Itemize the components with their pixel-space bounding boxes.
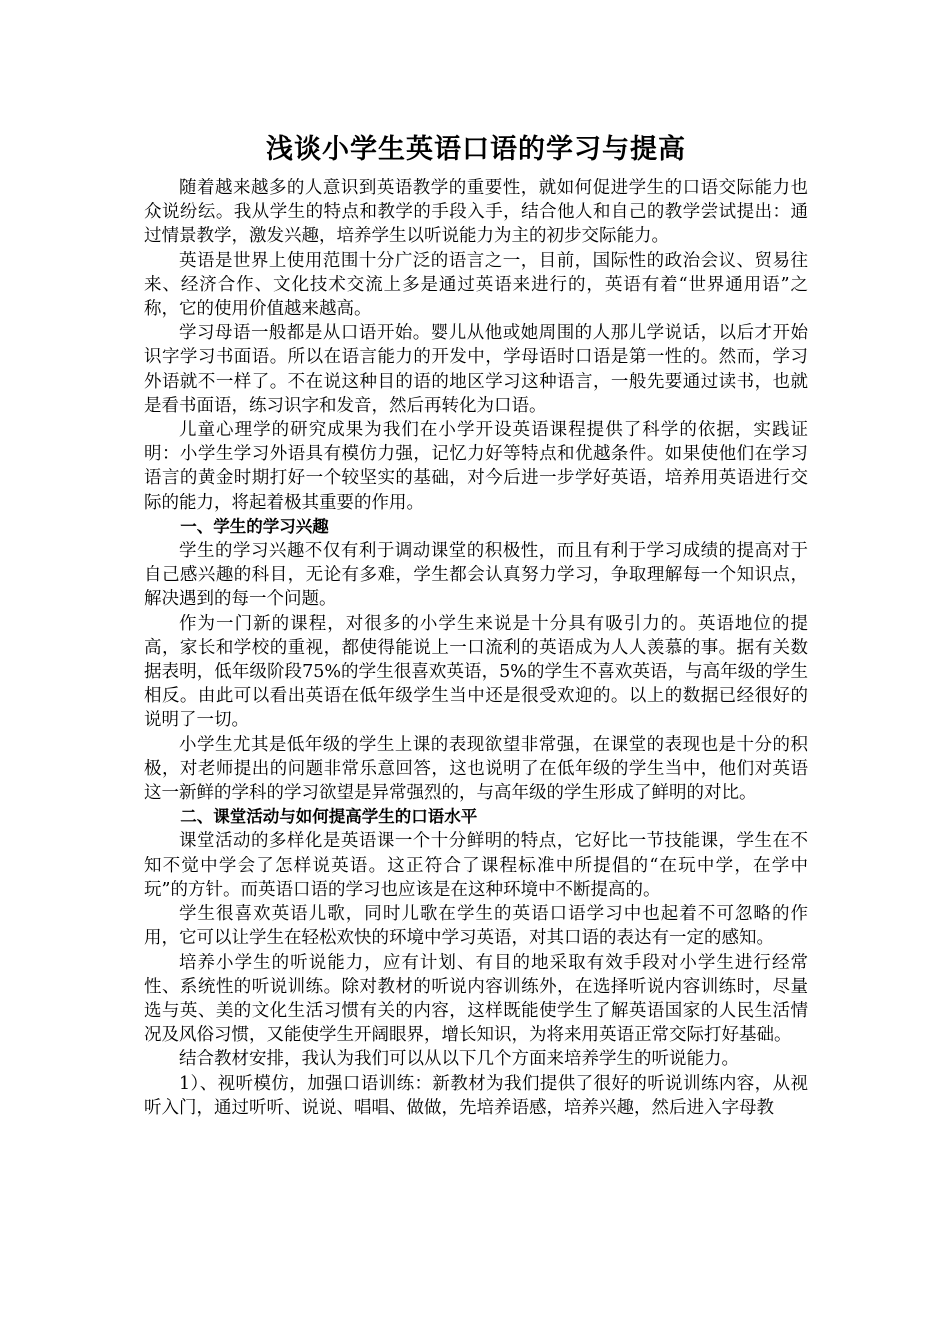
paragraph: 儿童心理学的研究成果为我们在小学开设英语课程提供了科学的依据，实践证明：小学生学习外语具有模仿力强，记忆力好等特点和优越条件。如果使他们在学习语言的黄金时期打好一个较坚实的基础，对今后进一步学好英语，培养用英语进行交际的能力，将起着极其重要的作用。 — [144, 420, 808, 513]
paragraph: 课堂活动的多样化是英语课一个十分鲜明的特点，它好比一节技能课，学生在不知不觉中学会了怎样说英语。这正符合了课程标准中所提倡的“在玩中学，在学中玩”的方针。而英语口语的学习也应该是在这种环境中不断提高的。 — [144, 831, 808, 900]
section-heading: 二、课堂活动与如何提高学生的口语水平 — [180, 807, 478, 827]
document-page — [144, 128, 808, 1120]
paragraph: 小学生尤其是低年级的学生上课的表现欲望非常强，在课堂的表现也是十分的积极，对老师提出的问题非常乐意回答，这也说明了在低年级的学生当中，他们对英语这一新鲜的学科的学习欲望是异常强烈的，与高年级的学生形成了鲜明的对比。 — [144, 734, 808, 804]
paragraph: 结合教材安排，我认为我们可以从以下几个方面来培养学生的听说能力。 — [179, 1049, 739, 1070]
section-heading: 一、学生的学习兴趣 — [180, 516, 329, 536]
paragraph: 1）、视听模仿，加强口语训练：新教材为我们提供了很好的听说训练内容，从视听入门，通过听听、说说、唱唱、做做，先培养语感，培养兴趣，然后进入字母教 — [144, 1073, 808, 1118]
paragraph: 学生很喜欢英语儿歌，同时儿歌在学生的英语口语学习中也起着不可忽略的作用，它可以让学生在轻松欢快的环境中学习英语，对其口语的表达有一定的感知。 — [144, 904, 808, 949]
paragraph: 学生的学习兴趣不仅有利于调动课堂的积极性，而且有利于学习成绩的提高对于自己感兴趣的科目，无论有多难，学生都会认真努力学习，争取理解每一个知识点，解决遇到的每一个问题。 — [144, 541, 808, 610]
paragraph: 英语是世界上使用范围十分广泛的语言之一，目前，国际性的政治会议、贸易往来、经济合作、文化技术交流上多是通过英语来进行的，英语有着“世界通用语”之称，它的使用价值越来越高。 — [144, 250, 808, 320]
document-title: 浅谈小学生英语口语的学习与提高 — [266, 134, 686, 165]
paragraph: 学习母语一般都是从口语开始。婴儿从他或她周围的人那儿学说话，以后才开始识字学习书面语。所以在语言能力的开发中，学母语时口语是第一性的。然而，学习外语就不一样了。不在说这种目的语的地区学习这种语言，一般先要通过读书，也就是看书面语，练习识字和发音，然后再转化为口语。 — [144, 323, 808, 416]
paragraph: 随着越来越多的人意识到英语教学的重要性，就如何促进学生的口语交际能力也众说纷纭。我从学生的特点和教学的手段入手，结合他人和自己的教学尝试提出：通过情景教学，激发兴趣，培养学生以听说能力为主的初步交际能力。 — [144, 178, 808, 247]
paragraph: 培养小学生的听说能力，应有计划、有目的地采取有效手段对小学生进行经常性、系统性的听说训练。除对教材的听说内容训练外，在选择听说内容训练时，尽量选与英、美的文化生活习惯有关的内容，这样既能使学生了解英语国家的人民生活情况及风俗习惯，又能使学生开阔眼界，增长知识，为将来用英语正常交际打好基础。 — [144, 952, 808, 1046]
paragraph: 作为一门新的课程，对很多的小学生来说是十分具有吸引力的。英语地位的提高，家长和学校的重视，都使得能说上一口流利的英语成为人人羡慕的事。据有关数据表明，低年级阶段75%的学生很喜欢英语，5%的学生不喜欢英语，与高年级的学生相反。由此可以看出英语在低年级学生当中还是很受欢迎的。以上的数据已经很好的说明了一切。 — [144, 613, 808, 731]
